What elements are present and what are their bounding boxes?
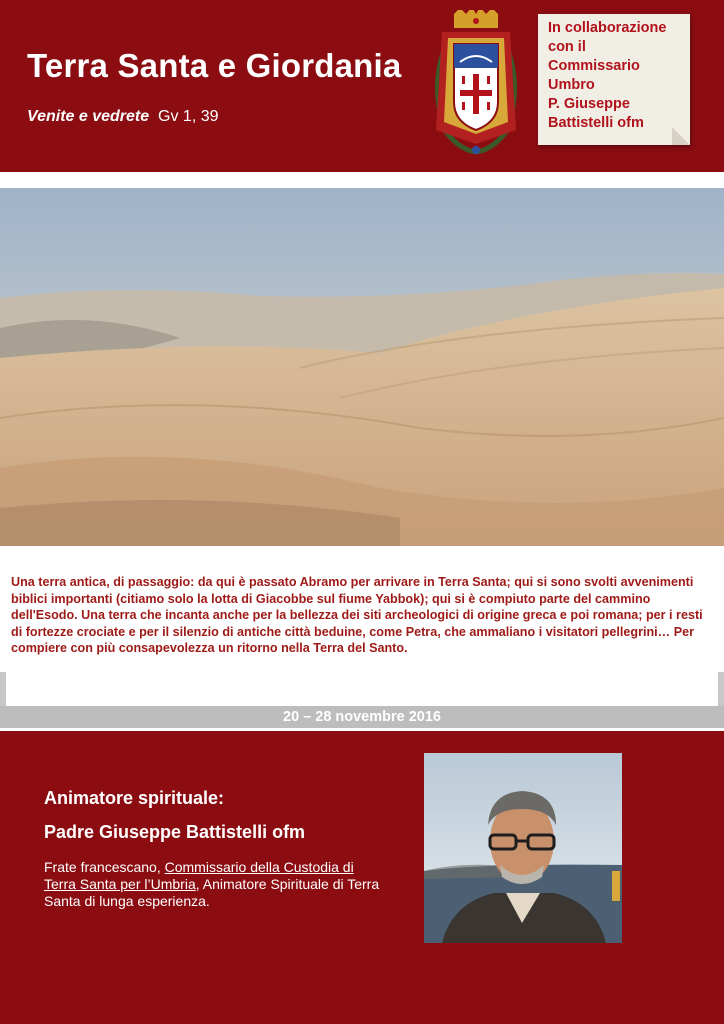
note-line: Battistelli ofm <box>548 115 644 131</box>
date-bar: 20 – 28 novembre 2016 <box>0 706 724 728</box>
subtitle-motto: Venite e vedrete <box>27 108 150 125</box>
intro-paragraph: Una terra antica, di passaggio: da qui è passato Abramo per arrivare in Terra Santa; qui si sono svolti avvenimenti biblici importanti (citiamo solo la lotta di Giacobbe sul fiume Yabbok); qui si è compiuto parte del cammino dell'Esodo. Una terra che incanta anche per la bellezza dei siti archeologici di origine greca e poi romana; per i resti di fortezze crociate e per il silenzio di antiche città beduine, come Petra, che ammaliano i visitatori pellegrini… Per compiere con più consapevolezza un ritorno nella Terra del Santo. <box>11 575 703 655</box>
desert-landscape-image <box>0 188 724 546</box>
animator-heading: Animatore spirituale: <box>44 788 225 808</box>
collaboration-note <box>538 14 690 145</box>
custodia-link[interactable]: Commissario della Custodia di Terra Santa per l’Umbria <box>44 859 354 892</box>
desc-intro: Frate francescano, <box>44 859 165 875</box>
desc-rest: , Animatore Spirituale di Terra Santa di lunga esperienza. <box>44 876 380 909</box>
coat-of-arms-icon <box>424 10 528 158</box>
animator-name: Padre Giuseppe Battistelli ofm <box>44 822 306 842</box>
note-line: Umbro <box>548 77 595 93</box>
note-line: In collaborazione <box>548 20 667 36</box>
subtitle-reference: Gv 1, 39 <box>158 108 219 125</box>
frame-border-left <box>0 672 6 706</box>
subtitle <box>27 108 219 126</box>
page-title: Terra Santa e Giordania <box>27 47 402 84</box>
frame-border-right <box>718 672 724 706</box>
page-curl <box>672 127 690 145</box>
note-line: P. Giuseppe <box>548 96 630 112</box>
animator-portrait <box>424 753 622 943</box>
note-line: con il <box>548 39 586 55</box>
note-line: Commissario <box>548 58 640 74</box>
animator-description <box>44 859 384 910</box>
animator-section <box>0 731 724 1024</box>
header-band <box>0 0 724 172</box>
